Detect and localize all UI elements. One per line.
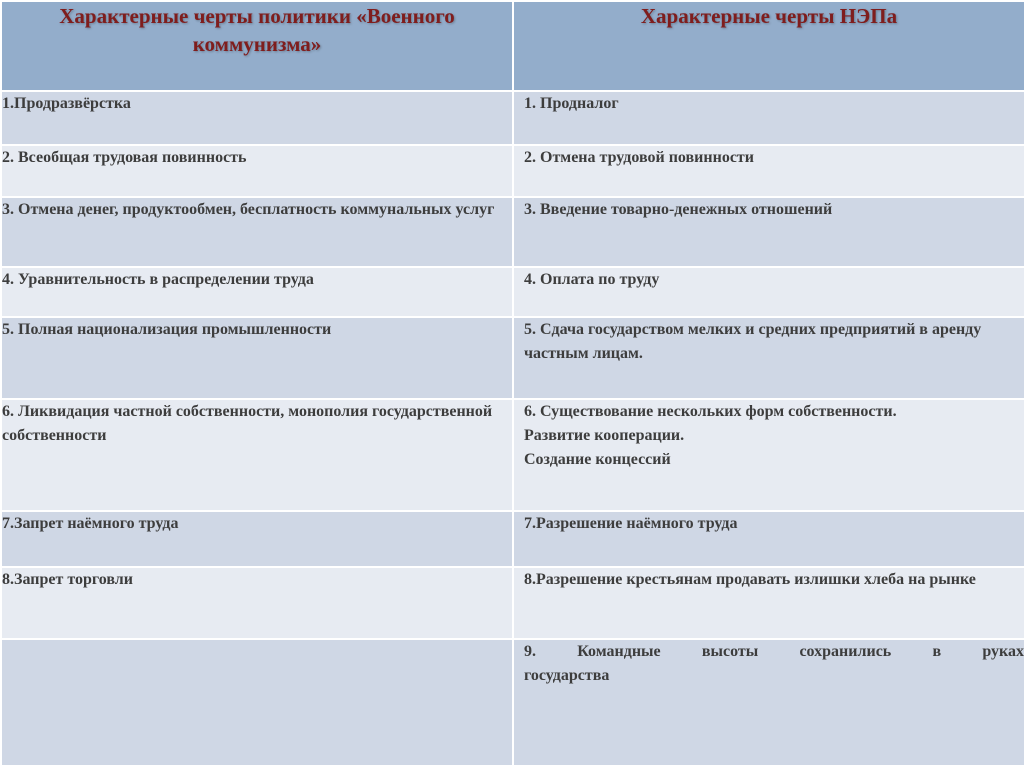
cell-war-communism: 3. Отмена денег, продуктообмен, бесплатность коммунальных услуг: [1, 197, 513, 267]
cell-war-communism: [1, 639, 513, 766]
cell-nep: 8.Разрешение крестьянам продавать излишки хлеба на рынке: [513, 567, 1024, 639]
table-row: [1, 145, 1024, 197]
header-row: [1, 1, 1024, 91]
cell-war-communism: 7.Запрет наёмного труда: [1, 511, 513, 567]
cell-war-communism: 4. Уравнительность в распределении труда: [1, 267, 513, 317]
cell-nep: 1. Продналог: [513, 91, 1024, 145]
header-war-communism: Характерные черты политики «Военного коммунизма»: [1, 1, 513, 91]
table-row: [1, 91, 1024, 145]
cell-nep: [513, 399, 1024, 511]
table-row: [1, 317, 1024, 399]
cell-war-communism: 8.Запрет торговли: [1, 567, 513, 639]
cell-nep: 2. Отмена трудовой повинности: [513, 145, 1024, 197]
table-row: [1, 267, 1024, 317]
table-row: [1, 511, 1024, 567]
table-row: [1, 399, 1024, 511]
table-row: [1, 639, 1024, 766]
cell-nep: [513, 639, 1024, 766]
table-row: [1, 197, 1024, 267]
cell-nep: 7.Разрешение наёмного труда: [513, 511, 1024, 567]
cell-line: Развитие кооперации.: [524, 427, 685, 444]
cell-line: Создание концессий: [524, 451, 671, 468]
cell-war-communism: 6. Ликвидация частной собственности, монополия государственной собственности: [1, 399, 513, 511]
cell-nep: 3. Введение товарно-денежных отношений: [513, 197, 1024, 267]
cell-line: 9. Командные высоты сохранились в руках: [524, 643, 1024, 660]
cell-war-communism: 1.Продразвёрстка: [1, 91, 513, 145]
header-nep: Характерные черты НЭПа: [513, 1, 1024, 91]
cell-war-communism: 5. Полная национализация промышленности: [1, 317, 513, 399]
cell-nep: 4. Оплата по труду: [513, 267, 1024, 317]
cell-line: государства: [524, 667, 610, 684]
cell-war-communism: 2. Всеобщая трудовая повинность: [1, 145, 513, 197]
cell-line: 6. Существование нескольких форм собственности.: [524, 403, 897, 420]
cell-nep: 5. Сдача государством мелких и средних предприятий в аренду частным лицам.: [513, 317, 1024, 399]
table-row: [1, 567, 1024, 639]
